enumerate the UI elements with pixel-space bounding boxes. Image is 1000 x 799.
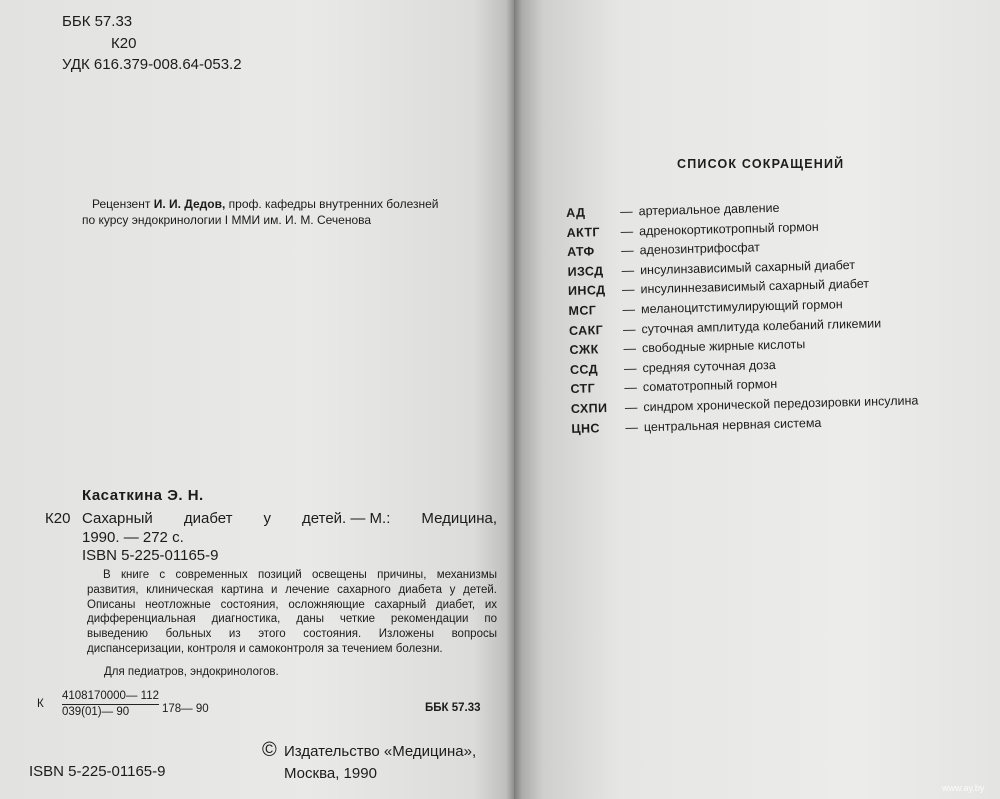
bib-line-2: 1990. — 272 с. — [82, 529, 184, 546]
publisher-name: Издательство «Медицина», — [284, 743, 477, 760]
catalog-code: К20 — [45, 510, 71, 527]
reviewer-position: проф. кафедры внутренних болезней — [228, 197, 439, 211]
definition-text: синдром хронической передозировки инсулина — [643, 393, 919, 415]
abbreviation: АКТГ — [566, 224, 601, 240]
reviewer-label: Рецензент — [92, 197, 151, 211]
udk-code: УДК 616.379-008.64-053.2 — [62, 56, 242, 73]
abbreviation-dash: — — [621, 282, 635, 298]
abbreviation: МСГ — [568, 303, 597, 318]
code-denominator: 039(01)— 90 — [62, 706, 130, 718]
abbreviation-definition — [620, 201, 780, 219]
definition-text: инсулинзависимый сахарный диабет — [639, 257, 856, 277]
book-audience: Для педиатров, эндокринологов. — [104, 666, 279, 678]
code-numerator: 4108170000— 112 — [62, 689, 159, 705]
abbreviations-title: СПИСОК СОКРАЩЕНИЙ — [677, 157, 845, 171]
abbreviation-dash: — — [624, 380, 638, 395]
abbreviation-definition — [624, 377, 777, 395]
abbreviation: СТГ — [570, 381, 596, 397]
definition-text: инсулиннезависимый сахарный диабет — [640, 276, 870, 297]
bib-word: детей. — М.: — [302, 510, 391, 527]
abbreviation-dash: — — [619, 204, 633, 219]
reviewer-line-2: по курсу эндокринологии I ММИ им. И. М. Сеченова — [82, 213, 372, 227]
book-gutter — [506, 0, 522, 799]
publisher-city-year: Москва, 1990 — [284, 765, 377, 782]
abbreviation-dash: — — [624, 400, 638, 415]
definition-text: аденозинтрифосфат — [639, 240, 761, 258]
abbreviation-dash: — — [622, 302, 636, 317]
bbk-bottom: ББК 57.33 — [425, 702, 481, 714]
abbreviation-dash: — — [620, 243, 634, 258]
abbreviation: ИЗСД — [567, 263, 604, 279]
code-fraction — [62, 689, 159, 719]
definition-text: меланоцитстимулирующий гормон — [640, 297, 843, 317]
copyright-symbol: © — [262, 739, 277, 761]
definition-text: свободные жирные кислоты — [641, 337, 806, 356]
watermark: www.ay.by — [942, 783, 985, 793]
abbreviation: САКГ — [568, 322, 604, 338]
bib-word: диабет — [183, 510, 233, 527]
abbreviation-dash: — — [623, 361, 637, 376]
abbreviation: ИНСД — [567, 283, 606, 299]
bib-line-1 — [82, 509, 497, 529]
catalog-code-top: К20 — [111, 35, 137, 52]
abbreviation-dash: — — [622, 321, 636, 337]
definition-text: центральная нервная система — [643, 415, 822, 434]
definition-text: средняя суточная доза — [642, 357, 776, 375]
code-suffix: 178— 90 — [162, 703, 209, 715]
bib-word: у — [263, 510, 271, 527]
abbreviation-dash: — — [625, 419, 639, 435]
definition-text: суточная амплитуда колебаний гликемии — [641, 315, 882, 336]
code-prefix: К — [37, 698, 44, 710]
abbreviation-dash: — — [623, 341, 637, 356]
abbreviation-dash: — — [620, 223, 634, 239]
abbreviation: СХПИ — [570, 400, 608, 416]
bbk-code: ББК 57.33 — [62, 13, 133, 30]
reviewer-name: И. И. Дедов, — [153, 197, 226, 211]
book-author: Касаткина Э. Н. — [82, 487, 204, 504]
abbreviation: ЦНС — [571, 420, 600, 436]
abbreviation: АД — [566, 205, 586, 220]
abbreviation-definition — [621, 240, 760, 257]
bib-title-line — [82, 509, 497, 529]
definition-text: артериальное давление — [638, 200, 780, 219]
isbn-bottom: ISBN 5-225-01165-9 — [29, 763, 166, 780]
definition-text: адренокортикотропный гормон — [638, 219, 819, 238]
abbreviation-dash: — — [621, 263, 635, 278]
abbreviation: ССД — [569, 362, 599, 377]
abbreviation: СЖК — [569, 342, 599, 358]
book-annotation: В книге с современных позиций освещены причины, механизмы развития, клиническая картина и лечение сахарного диабета у детей. Описаны неотложные состояния, осложняющие сахарный диабет, их дифференциальная диагностика, даны четкие рекомендации по выведению больных из этого состояния. Изложены вопросы диспансеризации, контроля и самоконтроля за течением болезни. — [87, 569, 497, 655]
definition-text: соматотропный гормон — [642, 377, 778, 395]
abbreviations-list — [566, 196, 992, 441]
bib-word: Сахарный — [82, 510, 153, 527]
abbreviation-definition — [623, 337, 805, 355]
reviewer-line-1 — [92, 196, 439, 213]
bib-isbn: ISBN 5-225-01165-9 — [82, 547, 219, 564]
abbreviation: АТФ — [566, 244, 595, 260]
bib-word: Медицина, — [421, 510, 497, 527]
abbreviation-definition — [624, 358, 776, 376]
